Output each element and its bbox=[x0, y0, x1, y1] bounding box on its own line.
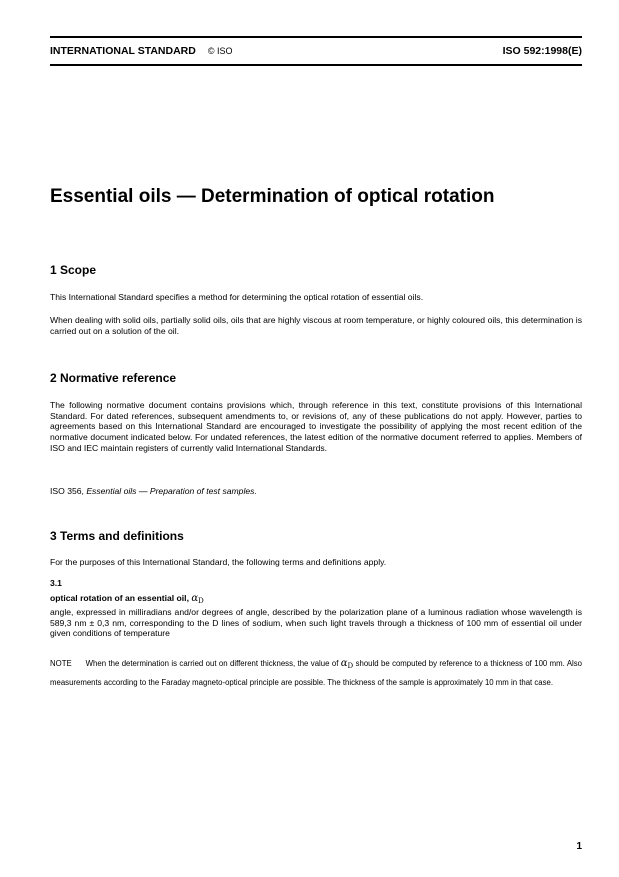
terms-intro: For the purposes of this International Standard, the following terms and definitions apply. bbox=[50, 557, 387, 567]
document-page bbox=[50, 36, 582, 852]
note-label: NOTE bbox=[50, 659, 72, 668]
reference-title: Essential oils — Preparation of test samples. bbox=[86, 486, 257, 496]
section-3-heading: 3 Terms and definitions bbox=[50, 529, 184, 543]
scope-paragraph-1: This International Standard specifies a method for determining the optical rotation of essential oils. bbox=[50, 292, 424, 302]
section-1-heading: 1 Scope bbox=[50, 263, 97, 277]
running-header bbox=[50, 38, 582, 64]
normative-reference-item bbox=[50, 486, 582, 497]
document-title: Essential oils — Determination of optical rotation bbox=[50, 186, 495, 207]
section-2-heading: 2 Normative reference bbox=[50, 371, 177, 385]
header-bottom-rule bbox=[50, 64, 582, 66]
note-text-start: When the determination is carried out on different thickness, the value of bbox=[85, 659, 341, 668]
standard-type-label: INTERNATIONAL STANDARD bbox=[50, 45, 196, 57]
alpha-subscript: D bbox=[198, 597, 204, 605]
header-left bbox=[50, 45, 232, 57]
page-number: 1 bbox=[576, 841, 582, 852]
standard-number: ISO 592:1998(E) bbox=[502, 45, 582, 57]
copyright-notice: © ISO bbox=[207, 46, 233, 56]
term-entry bbox=[50, 593, 582, 605]
term-number: 3.1 bbox=[50, 578, 62, 588]
alpha-symbol: $\alpha_D$ bbox=[191, 593, 204, 605]
scope-paragraph-2: When dealing with solid oils, partially solid oils, oils that are highly viscous at room temperature, or highly coloured oils, this determination is carried out on a solution of the oil. bbox=[50, 315, 582, 336]
normative-paragraph: The following normative document contains provisions which, through reference in this text, constitute provisions of this International Standard. For dated references, subsequent amendments to, or revisions of, any of these publications do not apply. However, parties to agreements based on this International Standard are encouraged to investigate the possibility of applying the most recent edition of the normative document indicated below. For undated references, the latest edition of the normative document referred to applies. Members of ISO and IEC maintain registers of currently valid International Standards. bbox=[50, 400, 582, 453]
alpha-symbol-note: $\alpha_D$ bbox=[340, 658, 354, 670]
reference-code: ISO 356, bbox=[50, 486, 87, 496]
term-definition: angle, expressed in milliradians and/or degrees of angle, described by the polarization plane of a luminous radiation whose wavelength is 589,3 nm ± 0,3 nm, corresponding to the D lines of sodium, when such light travels through a thickness of 100 mm of essential oil under given conditions of temperature bbox=[50, 607, 582, 639]
note-paragraph bbox=[50, 656, 582, 690]
note-text-end: should be computed by reference to a thickness of 100 mm. Also measurements according to the Faraday magneto-optical principle are possible. The thickness of the sample is approximately 10 mm in that case. bbox=[50, 659, 582, 687]
term-label: optical rotation of an essential oil, bbox=[50, 593, 192, 603]
